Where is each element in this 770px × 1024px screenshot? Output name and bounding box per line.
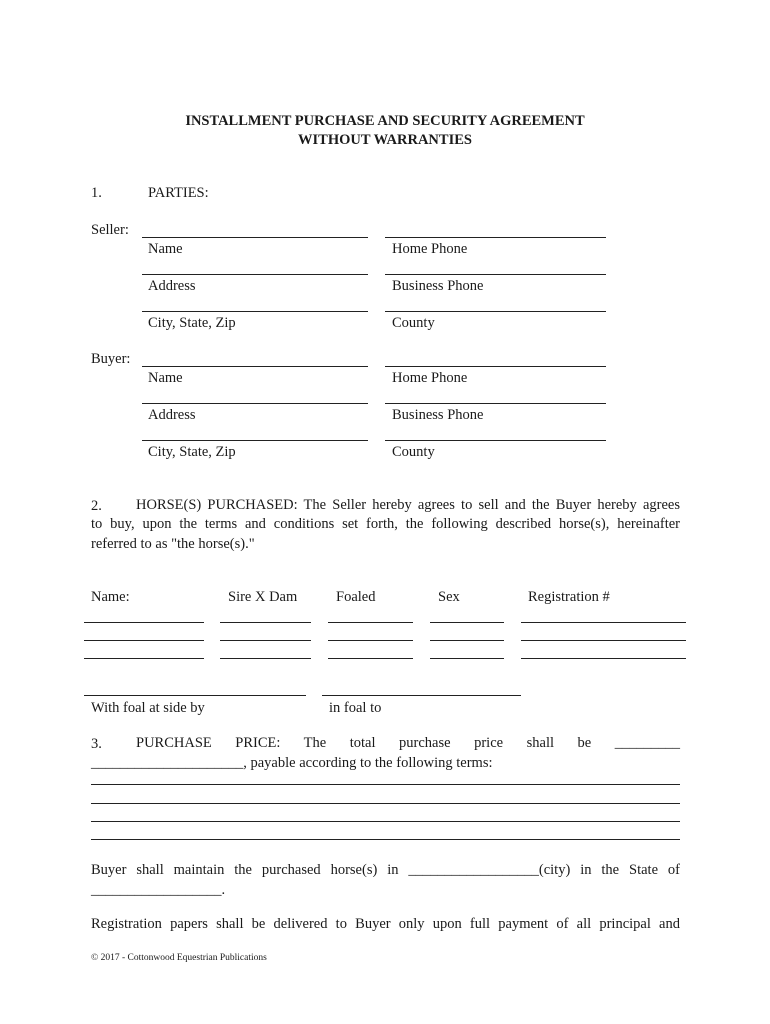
document-title-line2: WITHOUT WARRANTIES	[298, 132, 472, 148]
buyer-address-line[interactable]	[142, 403, 368, 404]
terms-line-1[interactable]	[91, 784, 680, 785]
terms-line-4[interactable]	[91, 839, 680, 840]
seller-name-caption: Name	[148, 241, 183, 257]
column-sire-dam: Sire X Dam	[228, 589, 298, 605]
seller-city-caption: City, State, Zip	[148, 315, 236, 331]
buyer-address-caption: Address	[148, 407, 196, 423]
buyer-county-line[interactable]	[385, 440, 606, 441]
horse-row-1-name[interactable]	[84, 622, 204, 623]
buyer-home-phone-line[interactable]	[385, 366, 606, 367]
foal-in-label: in foal to	[329, 700, 382, 716]
foal-side-line[interactable]	[84, 695, 306, 696]
maintain-line2: __________________.	[91, 882, 226, 898]
section-1-number: 1.	[91, 185, 102, 201]
section-2-line3: referred to as "the horse(s)."	[91, 536, 255, 552]
maintain-line1: Buyer shall maintain the purchased horse(s) in __________________(city) in the State of	[91, 862, 680, 878]
buyer-business-phone-line[interactable]	[385, 403, 606, 404]
footer-copyright: © 2017 - Cottonwood Equestrian Publications	[91, 953, 267, 963]
horse-row-2-registration[interactable]	[521, 640, 686, 641]
seller-address-caption: Address	[148, 278, 196, 294]
horse-row-1-sex[interactable]	[430, 622, 504, 623]
buyer-name-caption: Name	[148, 370, 183, 386]
seller-address-line[interactable]	[142, 274, 368, 275]
horse-row-2-foaled[interactable]	[328, 640, 413, 641]
seller-county-line[interactable]	[385, 311, 606, 312]
seller-home-phone-line[interactable]	[385, 237, 606, 238]
horse-row-2-sire-dam[interactable]	[220, 640, 311, 641]
buyer-name-line[interactable]	[142, 366, 368, 367]
horse-row-1-sire-dam[interactable]	[220, 622, 311, 623]
seller-label: Seller:	[91, 222, 129, 238]
seller-name-line[interactable]	[142, 237, 368, 238]
document-title-line1: INSTALLMENT PURCHASE AND SECURITY AGREEMENT	[185, 113, 585, 129]
terms-line-3[interactable]	[91, 821, 680, 822]
horse-row-3-foaled[interactable]	[328, 658, 413, 659]
section-3-number: 3.	[91, 736, 102, 752]
terms-line-2[interactable]	[91, 803, 680, 804]
horse-row-2-sex[interactable]	[430, 640, 504, 641]
horse-row-3-name[interactable]	[84, 658, 204, 659]
buyer-home-phone-caption: Home Phone	[392, 370, 468, 386]
section-2-number: 2.	[91, 498, 102, 514]
horse-row-3-sire-dam[interactable]	[220, 658, 311, 659]
seller-business-phone-line[interactable]	[385, 274, 606, 275]
section-2-line2: to buy, upon the terms and conditions set forth, the following described horse(s), hereinafter	[91, 516, 680, 532]
column-registration: Registration #	[528, 589, 610, 605]
horse-row-1-foaled[interactable]	[328, 622, 413, 623]
column-sex: Sex	[438, 589, 460, 605]
buyer-label: Buyer:	[91, 351, 131, 367]
foal-in-line[interactable]	[322, 695, 521, 696]
registration-line: Registration papers shall be delivered to Buyer only upon full payment of all principal and	[91, 916, 680, 932]
seller-business-phone-caption: Business Phone	[392, 278, 484, 294]
seller-home-phone-caption: Home Phone	[392, 241, 468, 257]
horse-row-3-registration[interactable]	[521, 658, 686, 659]
seller-county-caption: County	[392, 315, 435, 331]
section-3-line2: _____________________, payable according to the following terms:	[91, 755, 493, 771]
section-2-line1: HORSE(S) PURCHASED: The Seller hereby agrees to sell and the Buyer hereby agrees	[136, 497, 680, 513]
buyer-business-phone-caption: Business Phone	[392, 407, 484, 423]
horse-row-2-name[interactable]	[84, 640, 204, 641]
foal-side-label: With foal at side by	[91, 700, 205, 716]
seller-city-line[interactable]	[142, 311, 368, 312]
horse-row-3-sex[interactable]	[430, 658, 504, 659]
buyer-city-caption: City, State, Zip	[148, 444, 236, 460]
section-1-heading: PARTIES:	[148, 185, 209, 201]
buyer-city-line[interactable]	[142, 440, 368, 441]
horse-row-1-registration[interactable]	[521, 622, 686, 623]
section-3-line1: PURCHASE PRICE: The total purchase price shall be _________	[136, 735, 680, 751]
buyer-county-caption: County	[392, 444, 435, 460]
column-name: Name:	[91, 589, 130, 605]
column-foaled: Foaled	[336, 589, 376, 605]
